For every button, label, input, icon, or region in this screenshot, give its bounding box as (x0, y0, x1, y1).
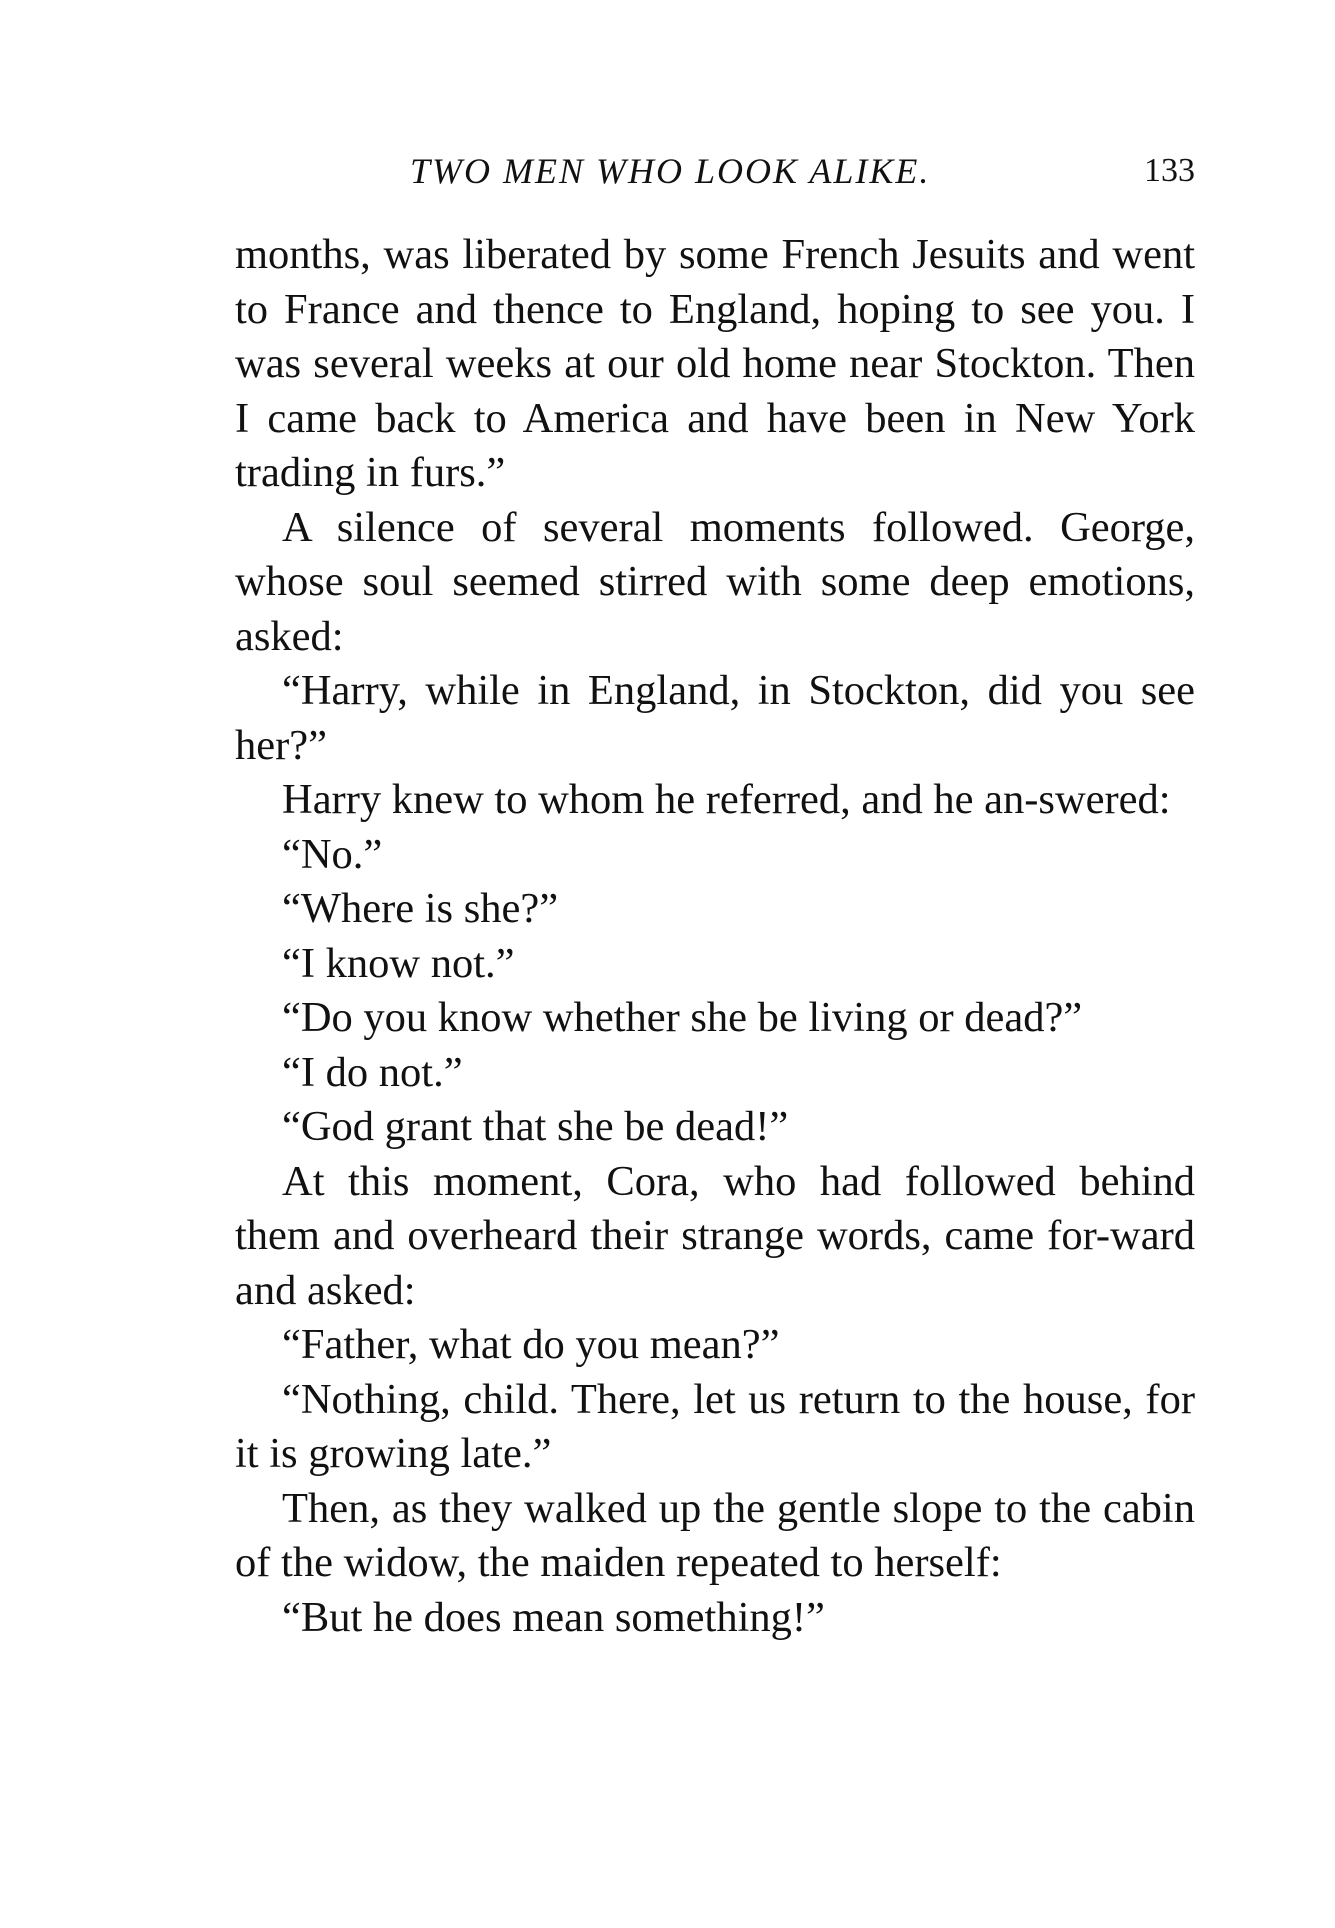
paragraph: “I do not.” (282, 1048, 463, 1096)
paragraph: months, was liberated by some French Jesuits and went to France and thence to England, hoping to see you. I was several weeks at our old home near Stockton. Then I came back to America and have been in New York trading in furs.” (235, 231, 1195, 496)
body-text (235, 228, 1195, 1645)
running-head (235, 150, 1195, 200)
paragraph: “But he does mean something!” (282, 1593, 825, 1641)
paragraph: “Harry, while in England, in Stockton, did you see her?” (235, 667, 1195, 769)
paragraph: A silence of several moments followed. George, whose soul seemed stirred with some deep emotions, asked: (235, 503, 1195, 660)
paragraph: “Do you know whether she be living or dead?” (282, 994, 1083, 1041)
page-number: 133 (1144, 152, 1195, 189)
paragraph: Then, as they walked up the gentle slope to the cabin of the widow, the maiden repeated to herself: (235, 1484, 1195, 1586)
paragraph: “God grant that she be dead!” (282, 1103, 789, 1150)
paragraph: “Father, what do you mean?” (282, 1321, 780, 1368)
paragraph: Harry knew to whom he referred, and he an-swered: (282, 776, 1171, 823)
paragraph: At this moment, Cora, who had followed behind them and overheard their strange words, came for-ward and asked: (235, 1157, 1195, 1314)
paragraph: “Nothing, child. There, let us return to the house, for it is growing late.” (235, 1375, 1195, 1477)
paragraph: “No.” (282, 830, 383, 878)
paragraph: “I know not.” (282, 939, 515, 987)
running-title: TWO MEN WHO LOOK ALIKE. (410, 151, 931, 191)
paragraph: “Where is she?” (282, 885, 559, 932)
